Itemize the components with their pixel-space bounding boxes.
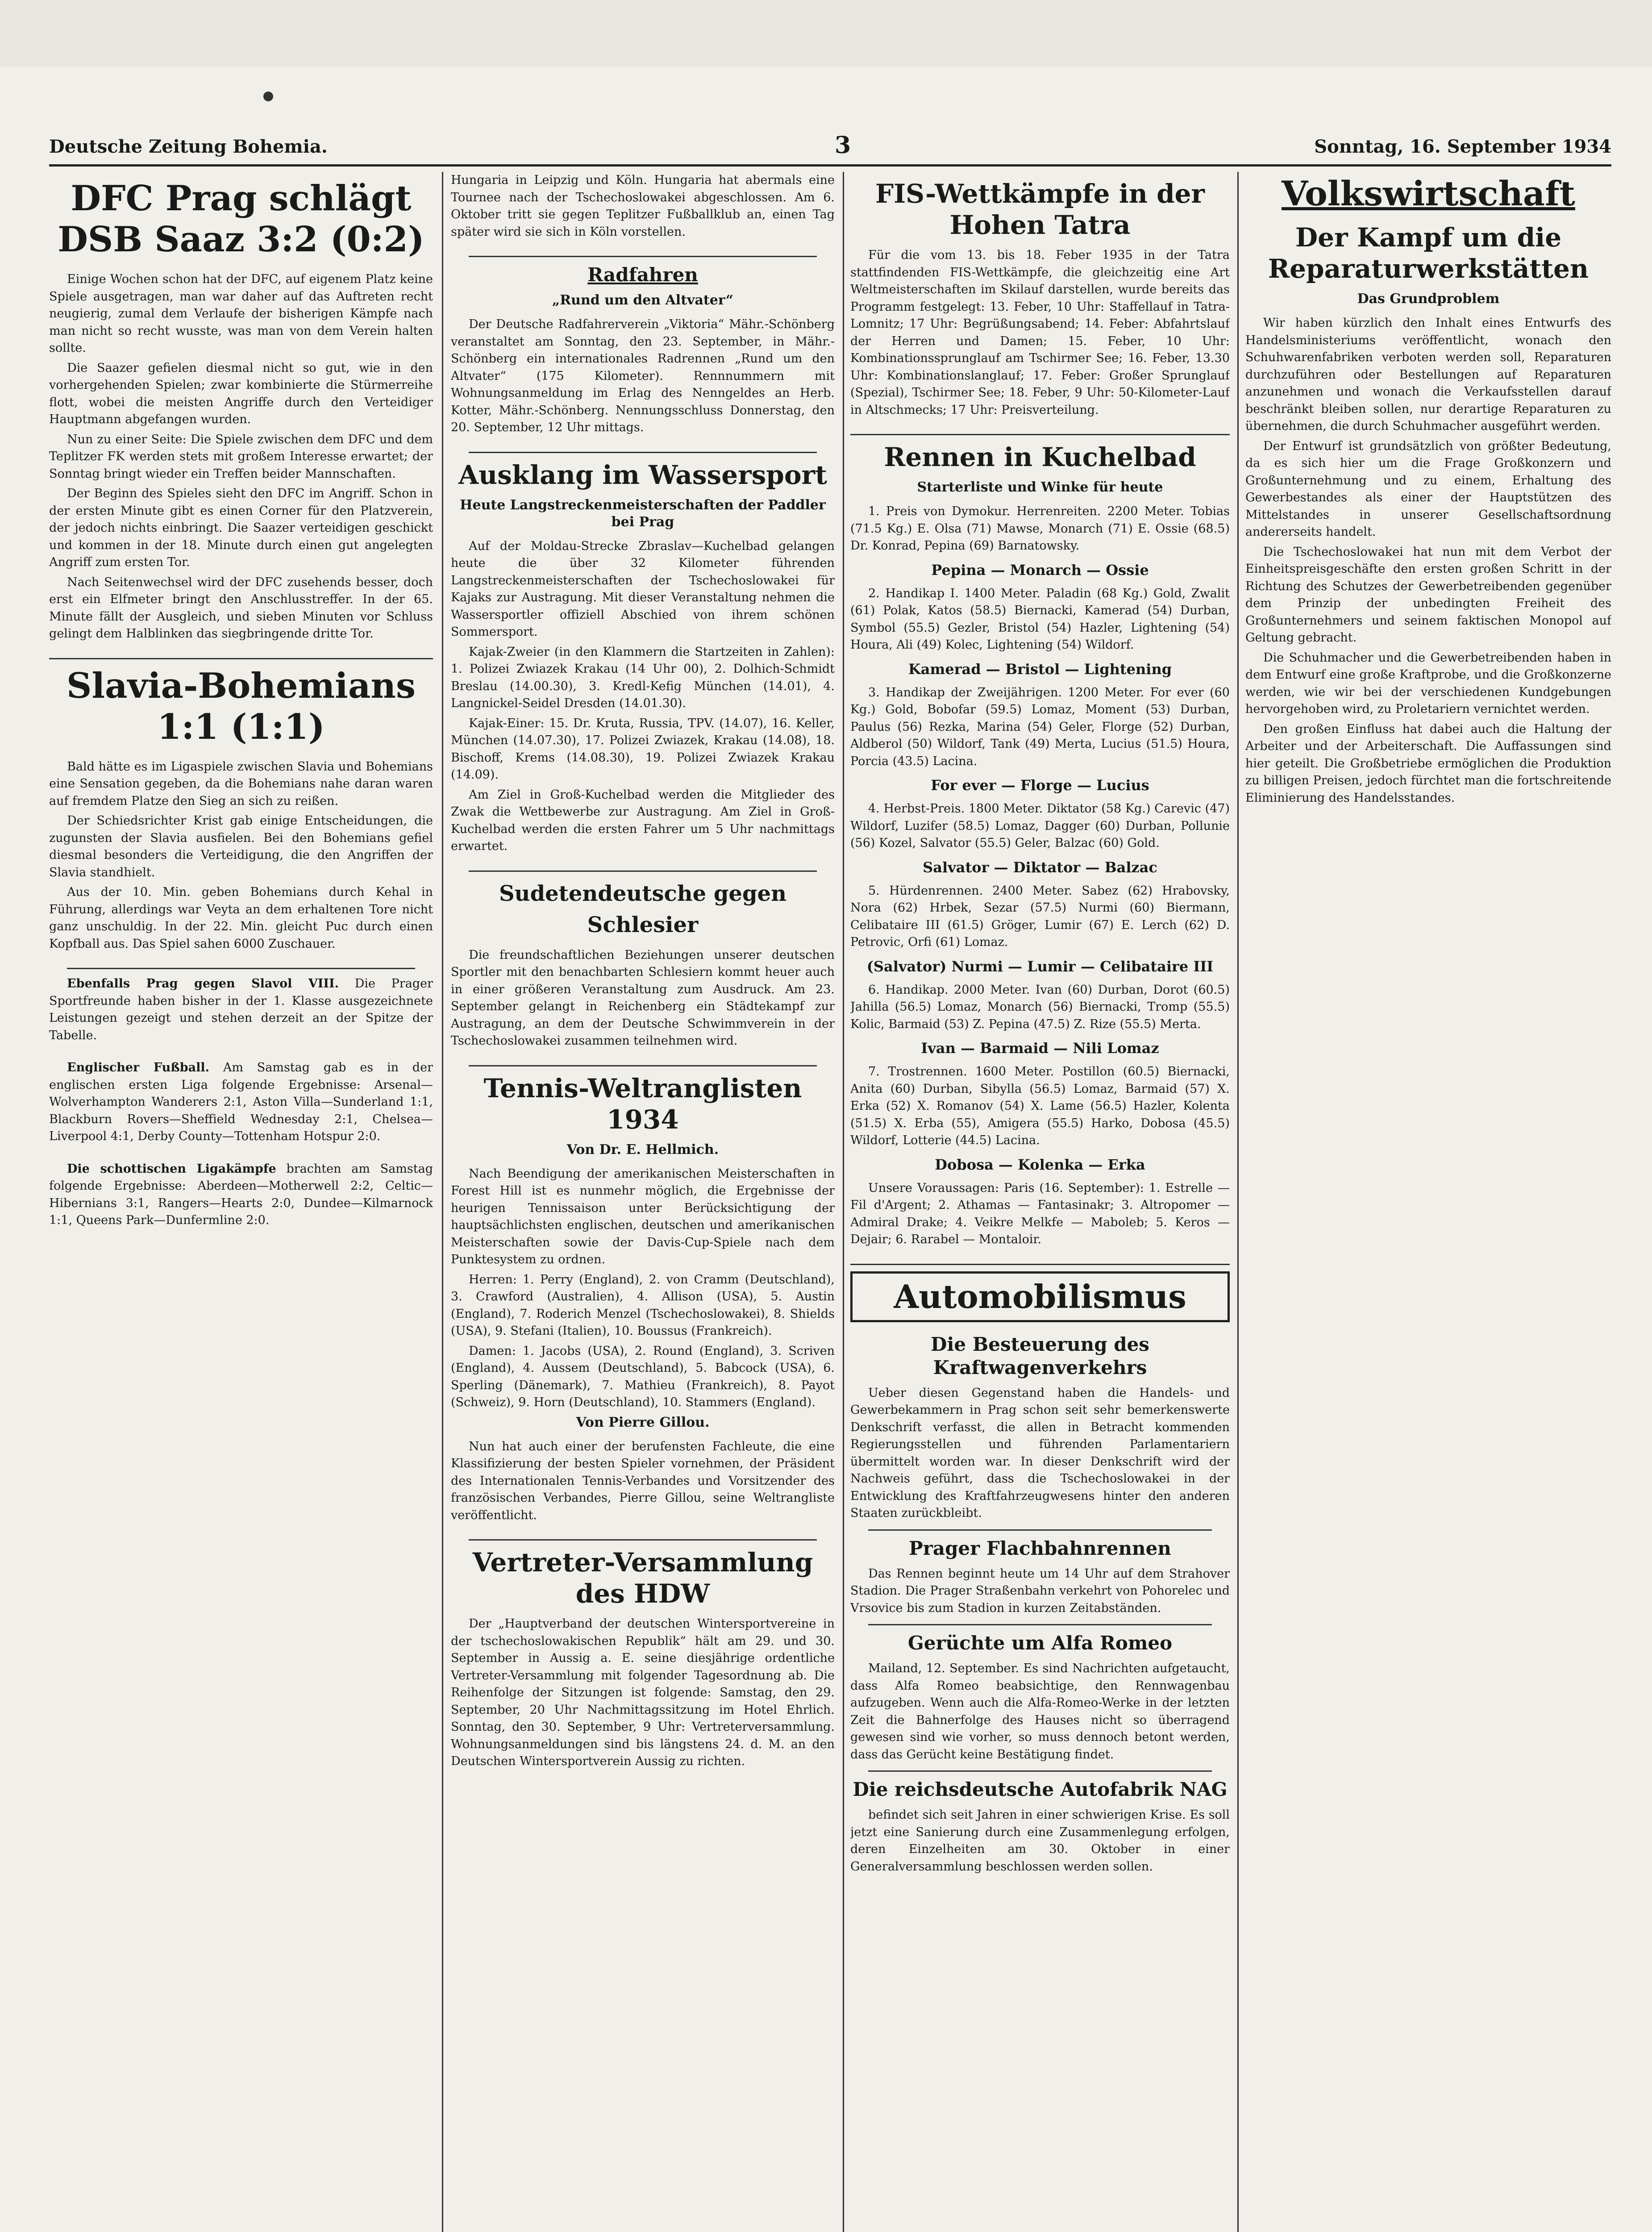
paragraph: Die freundschaftlichen Beziehungen unserer deutschen Sportler mit den benachbarten Schlesiern kommt heuer auch in einer größeren Veranstaltung zum Ausdruck. Am 23. September gelangt in Reichenberg ein Städtekampf zur Austragung, an dem der Deutsche Schwimmverein in der Tschechoslowakei zusammen teilnehmen wird. bbox=[451, 948, 835, 1048]
page-number: 3 bbox=[835, 132, 851, 159]
race-entry: 4. Herbst-Preis. 1800 Meter. Diktator (58 Kg.) Carevic (47) Wildorf, Luzifer (58.5) Lomaz, Dagger (60) Durban, Pollunie (56) Kozel, Salvator (55.5) Geler, Balzac (60) Gold. bbox=[850, 802, 1230, 850]
section-kuchelbad bbox=[850, 441, 1230, 1249]
short-item bbox=[49, 1161, 433, 1229]
headline: DFC Prag schlägt DSB Saaz 3:2 (0:2) bbox=[58, 178, 424, 260]
paragraph: Nun zu einer Seite: Die Spiele zwischen dem DFC und dem Teplitzer FK werden stets mit großem Interesse erwartet; der Sonntag bringt wieder ein Treffen beider Mannschaften. bbox=[49, 432, 433, 481]
paragraph: Mailand, 12. September. Es sind Nachrichten aufgetaucht, dass Alfa Romeo beabsichtige, den Rennwagenbau aufzugeben. Wenn auch die Alfa-Romeo-Werke in der letzten Zeit die Bahnerfolge des Hauses nicht so überragend gewesen sind wie vorher, so muss dennoch betont werden, dass das Gerücht keine Bestätigung findet. bbox=[850, 1662, 1230, 1761]
paragraph: Der „Hauptverband der deutschen Wintersportvereine in der tschechoslowakischen Republik“ hält am 29. und 30. September in Aussig a. E. seine diesjährige ordentliche Vertreter-Versammlung mit folgender Tagesordnung ab. Die Reihenfolge der Sitzungen ist folgende: Samstag, den 29. September, 20 Uhr Nachmittagssitzung im Hotel Ehrlich. Sonntag, den 30. September, 9 Uhr: Vertreterversammlung. Wohnungsanmeldungen sind bis längstens 24. d. M. an den Deutschen Wintersportverein Aussig zu richten. bbox=[451, 1617, 835, 1768]
race-picks: Salvator — Diktator — Balzac bbox=[923, 858, 1157, 876]
race-picks: For ever — Florge — Lucius bbox=[931, 777, 1149, 794]
paragraph: Nach Beendigung der amerikanischen Meisterschaften in Forest Hill ist es nunmehr möglich, die Ergebnisse der heurigen Tennissaison unter Berücksichtigung der hauptsächlichsten englischen, deutschen und amerikanischen Meisterschaften sowie der Davis-Cup-Spiele nach dem Punktesystem zu ordnen. bbox=[451, 1166, 835, 1266]
paragraph: Nun hat auch einer der berufensten Fachleute, die eine Klassifizierung der besten Spieler vornehmen, der Präsident des Internationalen Tennis-Verbandes und Vorsitzender des französischen Verbandes, Pierre Gillou, seine Weltrangliste veröffentlicht. bbox=[451, 1439, 835, 1522]
paragraph: Nach Seitenwechsel wird der DFC zusehends besser, doch erst ein Elfmeter bringt den Anschlusstreffer. In der 65. Minute fällt der Ausgleich, und sieben Minuten vor Schluss gelingt dem Halblinken das siegbringende dritte Tor. bbox=[49, 575, 433, 641]
short-text: brachten am Samstag folgende Ergebnisse: Aberdeen—Motherwell 2:2, Celtic—Hibernians 3:1, Rangers—Hearts 2:0, Dundee—Kilmarnock 1:1, Queens Park—Dunfermline 2:0. bbox=[49, 1162, 433, 1227]
short-text: Die Prager Sportfreunde haben bisher in der 1. Klasse ausgezeichnete Leistungen gezeigt und stehen derzeit an der Spitze der Tabelle. bbox=[49, 977, 433, 1042]
masthead bbox=[49, 132, 1611, 163]
divider bbox=[67, 968, 415, 969]
column-divider bbox=[442, 172, 443, 2232]
paragraph: Die Schuhmacher und die Gewerbetreibenden haben in dem Entwurf eine große Kraftprobe, und die Großkonzerne werden, wie wir bei der verschiedenen Kundgebungen hervorgehoben wird, zu Proletariern vernichtet werden. bbox=[1245, 650, 1611, 716]
section-fis bbox=[850, 178, 1230, 419]
paragraph: Hungaria in Leipzig und Köln. Hungaria hat abermals eine Tournee nach der Tschechoslowakei abgeschlossen. Am 6. Oktober tritt sie gegen Teplitzer Fußballklub an, einen Tag später wird sie sich in Köln vorstellen. bbox=[451, 173, 835, 239]
paragraph: Die Saazer gefielen diesmal nicht so gut, wie in den vorhergehenden Spielen; zwar kombinierte die Stürmerreihe flott, wobei die meisten Angriffe durch den Verteidiger Hauptmann abgefangen wurden. bbox=[49, 361, 433, 426]
section-heading: FIS-Wettkämpfe in der Hohen Tatra bbox=[875, 179, 1205, 240]
paragraph: Ueber diesen Gegenstand haben die Handels- und Gewerbekammern in Prag schon seit sehr bemerkenswerte Denkschrift verfasst, die allen in Betracht kommenden Regierungsstellen und führenden Parlamentariern übermittelt worden war. In dieser Denkschrift wird der Nachweis geführt, dass die Tschechoslowakei in der Entwicklung des Kraftfahrzeugwesens hinter den anderen Staaten zurückbleibt. bbox=[850, 1386, 1230, 1520]
column-1 bbox=[49, 172, 433, 2232]
subheading: Starterliste und Winke für heute bbox=[917, 479, 1163, 495]
headline: Slavia-Bohemians 1:1 (1:1) bbox=[67, 665, 416, 747]
paragraph: Herren: 1. Perry (England), 2. von Cramm (Deutschland), 3. Crawford (Australien), 4. Allison (USA), 5. Austin (England), 7. Roderich Menzel (Tschechoslowakei), 8. Shields (USA), 9. Stefani (Italien), 10. Boussus (Frankreich). bbox=[451, 1272, 835, 1338]
column-2 bbox=[451, 172, 835, 2232]
headline: Der Kampf um die Reparaturwerkstätten bbox=[1268, 222, 1589, 284]
subheading: „Rund um den Altvater“ bbox=[552, 292, 734, 308]
section-heading: Vertreter-Versammlung des HDW bbox=[472, 1547, 813, 1609]
short-title: Englischer Fußball. bbox=[67, 1061, 210, 1074]
column-3 bbox=[850, 172, 1230, 2232]
divider bbox=[469, 1065, 817, 1066]
race-entry: 3. Handikap der Zweijährigen. 1200 Meter. For ever (60 Kg.) Gold, Bobofar (59.5) Lomaz, Moment (53) Durban, Paulus (56) Rezka, Marina (54) Geler, Florge (52) Durban, Aldberol (50) Wildorf, Tank (49) Merta, Lucius (51.5) Houra, Porcia (43.5) Lacina. bbox=[850, 685, 1230, 768]
article-reparaturwerkstaetten bbox=[1245, 222, 1611, 807]
short-title: Die schottischen Ligakämpfe bbox=[67, 1162, 276, 1176]
paragraph: Der Entwurf ist grundsätzlich von größter Bedeutung, da es sich hier um die Frage Großkonzern und Großunternehmung und zu einem, Erhaltung des Gewerbestandes als einer der Hauptstützen des Mittelstandes in unserer Gesellschaftsordnung andererseits handelt. bbox=[1245, 439, 1611, 539]
section-heading: Rennen in Kuchelbad bbox=[884, 442, 1196, 472]
paragraph: Kajak-Einer: 15. Dr. Kruta, Russia, TPV. (14.07), 16. Keller, München (14.07.30), 17. Polizei Zwiazek, Krakau (14.08), 18. Bischoff, Krems (14.08.30), 19. Polizei Zwiazek Krakau (14.09). bbox=[451, 716, 835, 782]
divider bbox=[850, 1264, 1230, 1265]
paragraph: Auf der Moldau-Strecke Zbraslav—Kuchelbad gelangen heute die über 32 Kilometer führenden Langstreckenmeisterschaften der Tschechoslowakei für Kajaks zur Austragung. Mit dieser Veranstaltung nehmen die Wassersportler offiziell Abschied von ihrem schönen Sommersport. bbox=[451, 539, 835, 639]
intro-item bbox=[451, 172, 835, 241]
race-picks: Ivan — Barmaid — Nili Lomaz bbox=[921, 1040, 1159, 1057]
race-entry: 2. Handikap I. 1400 Meter. Paladin (68 Kg.) Gold, Zwalit (61) Polak, Katos (58.5) Biernacki, Kamerad (54) Durban, Symbol (55.5) Gezler, Bristol (54) Hazler, Lightening (54) Houra, Ali (49) Kolec, Lightening (54) Wildorf. bbox=[850, 586, 1230, 652]
paragraph: Damen: 1. Jacobs (USA), 2. Round (England), 3. Scriven (England), 4. Aussem (Deutschland), 5. Babcock (USA), 6. Sperling (Dänemark), 7. Mathieu (Frankreich), 8. Payot (Schweiz), 9. Horn (Deutschland), 10. Stammers (England). bbox=[451, 1344, 835, 1409]
paragraph: Der Beginn des Spieles sieht den DFC im Angriff. Schon in der ersten Minute gibt es einen Corner für den Platzverein, der jedoch nichts einbringt. Die Saazer verteidigen geschickt und kommen in der 18. Minute durch einen gut angelegten Angriff zum ersten Tor. bbox=[49, 487, 433, 569]
paragraph: Das Rennen beginnt heute um 14 Uhr auf dem Strahover Stadion. Die Prager Straßenbahn verkehrt von Pohorelec und Vrsovice bis zum Stadion in kurzen Zeitabständen. bbox=[850, 1566, 1230, 1615]
race-entry: 1. Preis von Dymokur. Herrenreiten. 2200 Meter. Tobias (71.5 Kg.) E. Olsa (71) Mawse, Monarch (71) E. Ossie (68.5) Dr. Konrad, Pepina (69) Barnatowsky. bbox=[850, 504, 1230, 553]
race-picks: Dobosa — Kolenka — Erka bbox=[935, 1156, 1145, 1173]
paragraph: Kajak-Zweier (in den Klammern die Startzeiten in Zahlen): 1. Polizei Zwiazek Krakau (14 Uhr 00), 2. Dolhich-Schmidt Breslau (14.00.30), 3. Kredl-Kefig München (14.01), 4. Langnickel-Seidel Dresden (14.01.30). bbox=[451, 645, 835, 710]
paragraph: Einige Wochen schon hat der DFC, auf eigenem Platz keine Spiele ausgetragen, man war daher auf das Auftreten recht neugierig, zumal dem Verlaufe der bisherigen Kämpfe nach man nicht so recht wusste, was man von dem Verein halten sollte. bbox=[49, 272, 433, 355]
issue-date: Sonntag, 16. September 1934 bbox=[1314, 136, 1611, 157]
divider bbox=[868, 1529, 1212, 1531]
paragraph: Der Schiedsrichter Krist gab einige Entscheidungen, die zugunsten der Slavia ausfielen. Bei den Bohemians gefiel diesmal besonders die Verteidigung, die den Angriffen der Slavia standhielt. bbox=[49, 814, 433, 879]
paragraph: Die Tschechoslowakei hat nun mit dem Verbot der Einheitspreisgeschäfte den ersten großen Schritt in der Richtung des Schutzes der Gewerbetreibenden gegenüber dem Prinzip der unbedingten Freiheit des Großunternehmers und seinem faktischen Monopol auf Geltung gebracht. bbox=[1245, 545, 1611, 645]
paragraph: Der Deutsche Radfahrerverein „Viktoria“ Mähr.-Schönberg veranstaltet am Sonntag, den 23. September, in Mähr.-Schönberg ein internationales Radrennen „Rund um den Altvater“ (175 Kilometer). Rennnummern mit Wohnungsanmeldung im Erlag des Nenngeldes an Herb. Kotter, Mähr.-Schönberg. Nennungsschluss Donnerstag, den 20. September, 12 Uhr mittags. bbox=[451, 317, 835, 434]
column-4 bbox=[1245, 172, 1611, 2232]
section-tennis bbox=[451, 1073, 835, 1524]
column-divider bbox=[843, 172, 844, 2232]
section-wassersport bbox=[451, 459, 835, 855]
article-heading: Die Besteuerung des Kraftwagenverkehrs bbox=[931, 1333, 1149, 1378]
divider bbox=[868, 1624, 1212, 1625]
section-heading: Ausklang im Wassersport bbox=[458, 459, 827, 490]
paragraph: Am Ziel in Groß-Kuchelbad werden die Mitglieder des Zwak die Wettbewerbe zur Austragung. Am Ziel in Groß-Kuchelbad werden die ersten Fahrer um 5 Uhr nachmittags erwartet. bbox=[451, 787, 835, 853]
section-sudetendeutsche bbox=[451, 878, 835, 1050]
race-entry: 5. Hürdenrennen. 2400 Meter. Sabez (62) Hrabovsky, Nora (62) Hrbek, Sezar (57.5) Nurmi (60) Biermann, Celibataire III (61.5) Gröger, Lumir (67) E. Lerch (62) D. Petrovic, Orfi (61) Lomaz. bbox=[850, 883, 1230, 949]
section-radfahren bbox=[451, 263, 835, 437]
scan-margin bbox=[0, 0, 1652, 67]
article-slavia-bohemians bbox=[49, 666, 433, 953]
divider bbox=[469, 1539, 817, 1541]
column-divider bbox=[1237, 172, 1239, 2232]
short-item bbox=[49, 1059, 433, 1145]
article-heading: Die reichsdeutsche Autofabrik NAG bbox=[853, 1778, 1228, 1800]
race-picks: Pepina — Monarch — Ossie bbox=[931, 561, 1149, 579]
race-entry: 7. Trostrennen. 1600 Meter. Postillon (60.5) Biernacki, Anita (60) Durban, Sibylla (56.5) Lomaz, Barmaid (57) X. Erka (52) X. Romanov (54) X. Lame (56.5) Hazler, Kolenta (51.5) X. Erba (55), Amigera (55.5) Harko, Dobosa (45.5) Wildorf, Lotterie (44.5) Lacina. bbox=[850, 1065, 1230, 1147]
section-automobilismus bbox=[850, 1271, 1230, 1876]
divider bbox=[49, 658, 433, 659]
subheading: Heute Langstreckenmeisterschaften der Paddler bei Prag bbox=[460, 497, 826, 530]
race-picks: Kamerad — Bristol — Lightening bbox=[908, 660, 1172, 678]
short-title: Ebenfalls Prag gegen Slavol VIII. bbox=[67, 977, 339, 991]
binding-hole bbox=[263, 92, 273, 101]
divider bbox=[469, 452, 817, 453]
forecast: Unsere Voraussagen: Paris (16. September): 1. Estrelle — Fil d'Argent; 2. Athamas — Fantasinakr; 3. Altropomer — Admiral Drake; 4. Veikre Melkfe — Maboleb; 5. Keros — Dejair; 6. Rarabel — Montaloir. bbox=[850, 1181, 1230, 1246]
section-heading: Radfahren bbox=[587, 264, 698, 286]
section-heading: Tennis-Weltranglisten 1934 bbox=[483, 1073, 802, 1135]
short-item bbox=[49, 975, 433, 1044]
paragraph: Aus der 10. Min. geben Bohemians durch Kehal in Führung, allerdings war Veyta an dem erhaltenen Tore nicht ganz unschuldig. In der 22. Min. gleicht Puc durch einen Kopfball aus. Das Spiel sahen 6000 Zuschauer. bbox=[49, 885, 433, 951]
divider bbox=[850, 434, 1230, 435]
short-text: Am Samstag gab es in der englischen ersten Liga folgende Ergebnisse: Arsenal—Wolverhampton Wanderers 2:1, Aston Villa—Sunderland 1:1, Blackburn Rovers—Sheffield Wednesday 2:1, Chelsea—Liverpool 4:1, Derby County—Tottenham Hotspur 2:0. bbox=[49, 1061, 433, 1143]
paragraph: Für die vom 13. bis 18. Feber 1935 in der Tatra stattfindenden FIS-Wettkämpfe, die gleichzeitig eine Art Weltmeisterschaften im Skilauf darstellen, wurde bereits das Programm festgelegt: 13. Feber, 10 Uhr: Staffellauf in Tatra-Lomnitz; 17 Uhr: Begrüßungsabend; 14. Feber: Abfahrtslauf der Herren und Damen; 15. Feber, 10 Uhr: Kombinationssprunglauf am Tschirmer See; 16. Feber, 13.30 Uhr: Kombinationslanglauf; 17. Feber: Großer Sprunglauf (Spezial), Tschirmer See; 18. Feber, 9 Uhr: 50-Kilometer-Lauf in Altschmecks; 17 Uhr: Preisverteilung. bbox=[850, 248, 1230, 417]
divider bbox=[469, 256, 817, 257]
section-heading: Automobilismus bbox=[850, 1271, 1230, 1322]
article-heading: Gerüchte um Alfa Romeo bbox=[907, 1632, 1173, 1654]
article-dfc-saaz bbox=[49, 178, 433, 643]
paragraph: Den großen Einfluss hat dabei auch die Haltung der Arbeiter und der Arbeiterschaft. Die Auffassungen sind hier geteilt. Die Großbetriebe ermöglichen die Produktion zu billigen Preisen, jedoch fürchtet man die fortschreitende Eliminierung des Handelsstandes. bbox=[1245, 722, 1611, 805]
race-picks: (Salvator) Nurmi — Lumir — Celibataire III bbox=[866, 958, 1214, 975]
race-entry: 6. Handikap. 2000 Meter. Ivan (60) Durban, Dorot (60.5) Jahilla (56.5) Lomaz, Monarch (56) Biernacki, Tromp (55.5) Kolic, Barmaid (53) Z. Pepina (47.5) Z. Rize (55.5) Merta. bbox=[850, 983, 1230, 1031]
byline: Von Pierre Gillou. bbox=[576, 1414, 710, 1430]
divider bbox=[868, 1770, 1212, 1772]
paragraph: Bald hätte es im Ligaspiele zwischen Slavia und Bohemians eine Sensation gegeben, da die Bohemians nahe daran waren auf fremdem Platze den Sieg an sich zu reißen. bbox=[49, 759, 433, 808]
paragraph: Wir haben kürzlich den Inhalt eines Entwurfs des Handelsministeriums veröffentlicht, wonach den Schuhwarenfabriken verboten werden soll, Reparaturen durchzuführen oder Bestellungen auf Reparaturen anzunehmen und wonach die Verkaufsstellen darauf beschränkt bleiben sollen, nur derartige Reparaturen zu übernehmen, die durch Schuhmacher ausgeführt werden. bbox=[1245, 316, 1611, 433]
paper-name: Deutsche Zeitung Bohemia. bbox=[49, 136, 328, 157]
paragraph: befindet sich seit Jahren in einer schwierigen Krise. Es soll jetzt eine Sanierung durch eine Zusammenlegung erfolgen, deren Einzelheiten am 30. Oktober in einer Generalversammlung beschlossen werden sollen. bbox=[850, 1808, 1230, 1874]
section-heading: Sudetendeutsche gegen Schlesier bbox=[499, 881, 786, 937]
article-heading: Prager Flachbahnrennen bbox=[909, 1537, 1171, 1559]
section-heading-volkswirtschaft: Volkswirtschaft bbox=[1282, 174, 1575, 213]
header-rule bbox=[49, 164, 1611, 167]
divider bbox=[469, 870, 817, 872]
section-hdw bbox=[451, 1547, 835, 1770]
subheading: Das Grundproblem bbox=[1357, 291, 1500, 307]
byline: Von Dr. E. Hellmich. bbox=[566, 1141, 719, 1158]
